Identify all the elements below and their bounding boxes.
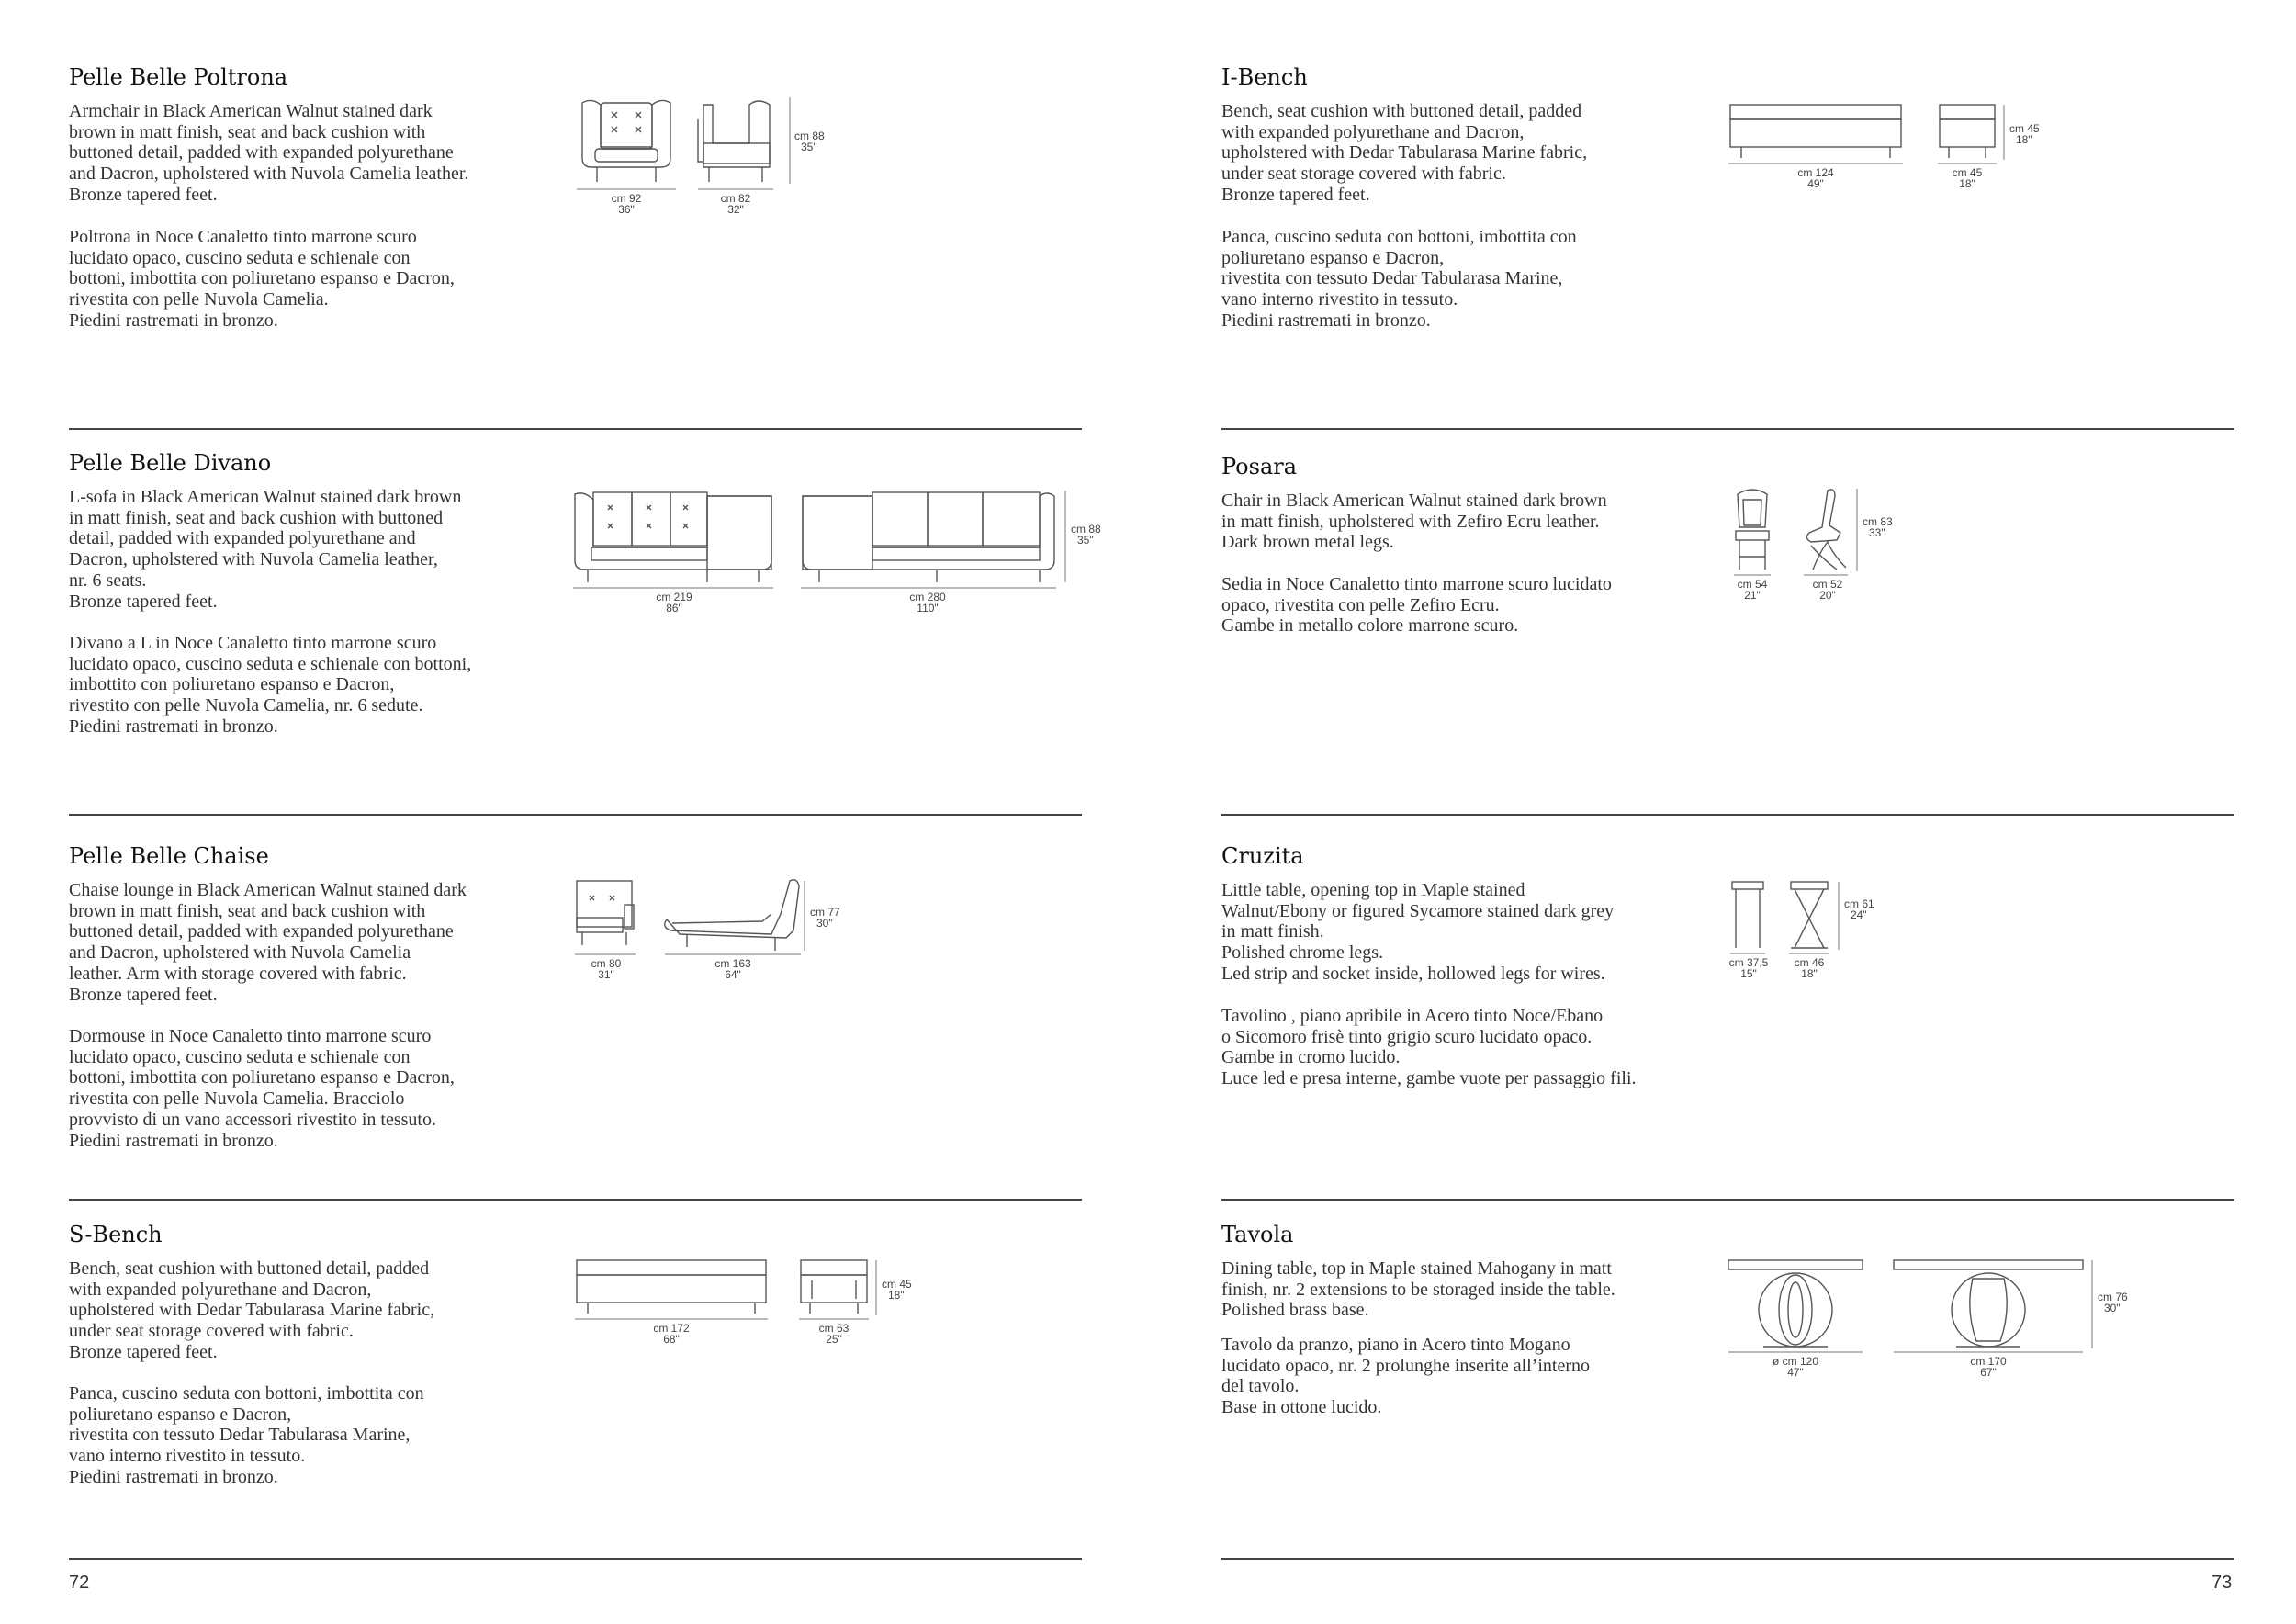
dim-label: 21" xyxy=(1744,589,1761,602)
product-description-en: Little table, opening top in Maple stained Walnut/Ebony or figured Sycamore stained dark grey in matt finish. Polished chrome legs. Led strip and socket inside, hollowed legs for wires. xyxy=(1221,880,1615,984)
dim-label: 18" xyxy=(1801,967,1818,980)
dim-label: 31" xyxy=(598,968,614,981)
section-divider xyxy=(69,814,1082,816)
product-description-en: Chair in Black American Walnut stained dark brown in matt finish, upholstered with Zefiro Ecru leather. Dark brown metal legs. xyxy=(1221,491,1607,553)
product-description-en: Chaise lounge in Black American Walnut stained dark brown in matt finish, seat and back cushion with buttoned detail, padded with expanded polyurethane and Dacron, upholstered with Nuvola Camelia leather. Arm with storage covered with fabric. Bronze tapered feet. xyxy=(69,880,467,1005)
chaise-side-view xyxy=(665,880,799,951)
dim-label: cm 280 xyxy=(909,591,946,603)
dim-label: 64" xyxy=(725,968,741,981)
drawing-cruzita xyxy=(1727,878,1910,979)
s-bench-front-view xyxy=(577,1260,766,1314)
dim-label: 49" xyxy=(1807,177,1824,190)
product-description-en: L-sofa in Black American Walnut stained dark brown in matt finish, seat and back cushion with buttoned detail, padded with expanded polyurethane and Dacron, upholstered with Nuvola Camelia leather, nr. 6 seats. Bronze tapered feet. xyxy=(69,487,462,612)
drawing-posara xyxy=(1727,485,1965,604)
product-description-it: Dormouse in Noce Canaletto tinto marrone scuro lucidato opaco, cuscino seduta e schienale con bottoni, imbottita con poliuretano espanso e Dacron, rivestita con pelle Nuvola Camelia. Bracciolo provvisto di un vano accessori rivestito in tessuto. Piedini rastremati in bronzo. xyxy=(69,1026,455,1151)
section-divider xyxy=(69,428,1082,430)
dim-label: 20" xyxy=(1819,589,1836,602)
dim-label: cm 45 xyxy=(882,1278,912,1291)
drawing-tavola xyxy=(1727,1257,2131,1385)
side-table-side-view xyxy=(1791,882,1828,948)
product-description-it: Panca, cuscino seduta con bottoni, imbottita con poliuretano espanso e Dacron, rivestita con tessuto Dedar Tabularasa Marine, vano interno rivestito in tessuto. Piedini rastremati in bronzo. xyxy=(1221,227,1577,331)
dim-label: cm 45 xyxy=(1952,166,1983,179)
product-title: S-Bench xyxy=(69,1222,163,1247)
table-front-view xyxy=(1728,1260,1863,1347)
product-description-it: Tavolo da pranzo, piano in Acero tinto Mogano lucidato opaco, nr. 2 prolunghe inserite all’interno del tavolo. Base in ottone lucido. xyxy=(1221,1335,1590,1418)
dim-label: 18" xyxy=(888,1289,905,1302)
section-divider xyxy=(69,1558,1082,1560)
dim-label: 33" xyxy=(1869,526,1885,539)
s-bench-side-view xyxy=(801,1260,867,1314)
dim-label: ø cm 120 xyxy=(1772,1355,1819,1368)
dim-label: 68" xyxy=(663,1333,680,1346)
dim-label: cm 37,5 xyxy=(1728,956,1769,969)
dim-label: 36" xyxy=(618,203,635,216)
section-divider xyxy=(69,1199,1082,1201)
dim-label: cm 46 xyxy=(1794,956,1825,969)
section-divider xyxy=(1221,1199,2234,1201)
product-title: Pelle Belle Chaise xyxy=(69,843,269,869)
dim-label: cm 61 xyxy=(1844,897,1874,910)
dim-label: cm 83 xyxy=(1863,515,1893,528)
product-description-it: Divano a L in Noce Canaletto tinto marrone scuro lucidato opaco, cuscino seduta e schienale con bottoni, imbottito con poliuretano espanso e Dacron, rivestito con pelle Nuvola Camelia, nr. 6 sedute. Piedini rastremati in bronzo. xyxy=(69,633,472,737)
table-side-view xyxy=(1894,1260,2083,1347)
dim-label: cm 92 xyxy=(611,192,642,205)
dim-label: cm 170 xyxy=(1970,1355,2007,1368)
dim-label: cm 52 xyxy=(1812,578,1843,591)
dim-label: 32" xyxy=(727,203,744,216)
product-title: Posara xyxy=(1221,454,1298,479)
product-title: Pelle Belle Poltrona xyxy=(69,64,288,90)
product-description-en: Dining table, top in Maple stained Mahogany in matt finish, nr. 2 extensions to be storaged inside the table. Polished brass base. xyxy=(1221,1258,1615,1321)
dim-label: cm 124 xyxy=(1797,166,1834,179)
sofa-front-view xyxy=(575,492,771,582)
product-description-it: Panca, cuscino seduta con bottoni, imbottita con poliuretano espanso e Dacron, rivestita con tessuto Dedar Tabularasa Marine, vano interno rivestito in tessuto. Piedini rastremati in bronzo. xyxy=(69,1383,424,1487)
page-number-left: 72 xyxy=(69,1573,90,1593)
product-title: I-Bench xyxy=(1221,64,1308,90)
dim-label: cm 88 xyxy=(794,130,825,142)
dim-label: cm 76 xyxy=(2098,1291,2128,1303)
chair-front-view xyxy=(1736,490,1769,570)
armchair-side-view xyxy=(698,101,770,182)
page-number-right: 73 xyxy=(2212,1573,2233,1593)
dim-label: 25" xyxy=(826,1333,842,1346)
dim-label: 110" xyxy=(917,602,939,615)
product-description-en: Bench, seat cushion with buttoned detail, padded with expanded polyurethane and Dacron, upholstered with Dedar Tabularasa Marine fabric, under seat storage covered with fabric. Bronze tapered feet. xyxy=(1221,101,1588,205)
dim-label: cm 82 xyxy=(720,192,751,205)
product-title: Tavola xyxy=(1221,1222,1294,1247)
dim-label: 47" xyxy=(1787,1366,1804,1379)
armchair-front-view xyxy=(582,100,670,182)
drawing-poltrona xyxy=(569,92,845,230)
dim-label: 35" xyxy=(1077,534,1094,547)
chair-side-view xyxy=(1806,490,1846,570)
dim-label: 18" xyxy=(1959,177,1975,190)
i-bench-side-view xyxy=(1940,105,1995,158)
dim-label: cm 88 xyxy=(1071,523,1101,536)
dim-label: cm 54 xyxy=(1737,578,1768,591)
sofa-side-view xyxy=(803,492,1054,582)
product-description-it: Tavolino , piano apribile in Acero tinto Noce/Ebano o Sicomoro frisè tinto grigio scuro lucidato opaco. Gambe in cromo lucido. Luce led e presa interne, gambe vuote per passaggio fili. xyxy=(1221,1006,1637,1089)
product-description-it: Poltrona in Noce Canaletto tinto marrone scuro lucidato opaco, cuscino seduta e schienale con bottoni, imbottita con poliuretano espanso e Dacron, rivestita con pelle Nuvola Camelia. Piedini rastremati in bronzo. xyxy=(69,227,455,331)
product-description-it: Sedia in Noce Canaletto tinto marrone scuro lucidato opaco, rivestita con pelle Zefiro Ecru. Gambe in metallo colore marrone scuro. xyxy=(1221,574,1612,637)
dim-label: cm 45 xyxy=(2009,122,2040,135)
dim-label: 30" xyxy=(2104,1302,2121,1314)
dim-label: cm 80 xyxy=(591,957,622,970)
section-divider xyxy=(1221,428,2234,430)
drawing-chaise xyxy=(569,877,872,987)
dim-label: cm 172 xyxy=(653,1322,690,1335)
dim-label: cm 77 xyxy=(810,906,840,919)
dim-label: 18" xyxy=(2016,133,2032,146)
product-description-en: Armchair in Black American Walnut stained dark brown in matt finish, seat and back cushion with buttoned detail, padded with expanded polyurethane and Dacron, upholstered with Nuvola Camelia leather. Bronze tapered feet. xyxy=(69,101,469,205)
dim-label: cm 219 xyxy=(656,591,692,603)
drawing-i-bench xyxy=(1727,101,2057,202)
section-divider xyxy=(1221,1558,2234,1560)
dim-label: cm 163 xyxy=(715,957,751,970)
drawing-s-bench xyxy=(569,1257,912,1358)
dim-label: 24" xyxy=(1851,908,1867,921)
section-divider xyxy=(1221,814,2234,816)
side-table-front-view xyxy=(1732,882,1763,948)
dim-label: cm 63 xyxy=(818,1322,850,1335)
product-title: Cruzita xyxy=(1221,843,1304,869)
dim-label: 86" xyxy=(666,602,682,615)
drawing-divano xyxy=(569,487,1120,615)
chaise-front-view xyxy=(577,881,634,945)
dim-label: 30" xyxy=(816,917,833,930)
product-description-en: Bench, seat cushion with buttoned detail, padded with expanded polyurethane and Dacron, upholstered with Dedar Tabularasa Marine fabric, under seat storage covered with fabric. Bronze tapered feet. xyxy=(69,1258,435,1362)
dim-label: 35" xyxy=(801,141,817,153)
i-bench-front-view xyxy=(1730,105,1901,158)
dim-label: 67" xyxy=(1980,1366,1997,1379)
product-title: Pelle Belle Divano xyxy=(69,450,272,476)
dim-label: 15" xyxy=(1740,967,1757,980)
